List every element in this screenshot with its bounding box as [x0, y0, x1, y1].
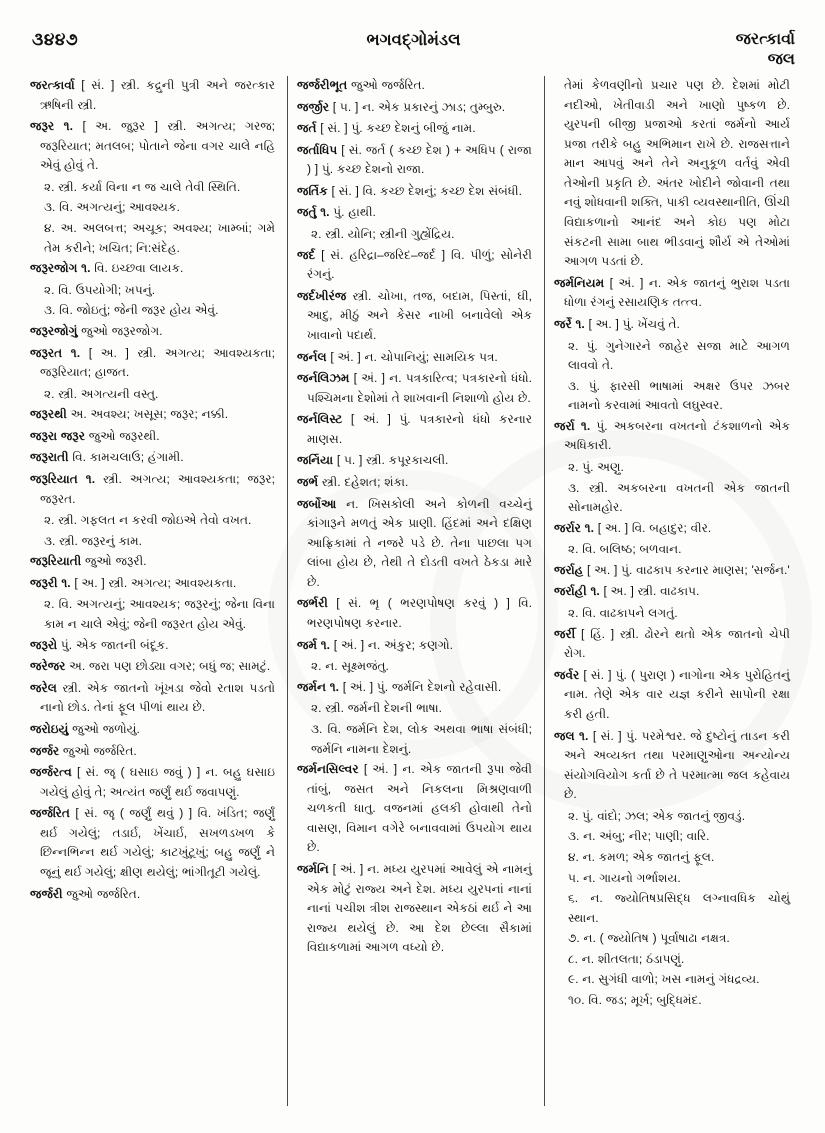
entry-definition: [ અં. ] ન. એક જાતની રૂપા જેવી તાંબું, જસત અને નિકલના મિશ્રણવાળી ચળકતી ધાતુ. વજનમાં હલકી હોવાથી તેનો વાસણ, વિમાન વગેરે બનાવવામાં ઉપયોગ થાય છે. [307, 762, 532, 855]
entry-definition: સ્ત્રી. ચોખા, તજ, બદામ, પિસ્તાં, ઘી, આદુ, મીઠું અને કેસર નાખી બનાવેલો એક ખાવાનો પદાર્થ. [307, 288, 532, 342]
entry-headword: જર્નિયા [297, 453, 334, 468]
dictionary-entry [30, 742, 275, 762]
entry-definition: ૩. ન. અંબુ; નીર; પાણી; વારિ. [568, 829, 710, 844]
entry-definition: [ અ. ] સ્ત્રી. અગત્ય; આવશ્યકતા. [70, 575, 237, 590]
dictionary-entry [297, 246, 532, 285]
entry-headword: જર્મનિયમ [554, 275, 605, 290]
entry-definition: જુઓ જર્જરિત. [59, 743, 137, 758]
entry-headword: જરૂરજોગ ૧. [30, 261, 91, 276]
entry-definition: [ અ. ] સ્ત્રી. અગત્ય; આવશ્યકતા; જરૂરિયાત; હાજત. [40, 345, 275, 380]
entry-definition: [ અ. જુરૂર ] સ્ત્રી. અગત્ય; ગરજ; જરૂરિયાત; મતલબ; પોતાને જેના વગર ચાલે નહિ એવું હોવું તે. [40, 119, 275, 173]
entry-headword: જરૂરા જરૂર [30, 428, 85, 443]
entry-headword: જરત્કાર્વા [30, 78, 75, 92]
dictionary-entry [297, 76, 532, 96]
entry-headword: જર્ભ [297, 474, 319, 489]
entry-definition: [ અં. ] પું. પત્રકારનો ધંધો કરનાર માણસ. [307, 412, 532, 446]
entry-headword: જરૂરથી [30, 407, 67, 422]
dictionary-sense [30, 301, 275, 321]
dictionary-entry [297, 860, 532, 958]
entry-definition: ૨. સ્ત્રી. જર્મની દેશની ભાષા. [311, 701, 442, 716]
running-head [736, 30, 795, 70]
dictionary-sense [30, 532, 275, 552]
dictionary-sense [554, 950, 790, 970]
dictionary-entry [554, 315, 790, 335]
dictionary-sense [554, 337, 790, 376]
entry-definition: [ સં. ] પું. પરમેશ્વર. જે દુષ્ટોનું તાડન કરી અને અવ્યક્ત તથા પરમાણુઓના અન્યોન્ય સંયોગવિયોગ કર્તા છે તે પરમાત્મા જલ કહેવાય છે. [564, 728, 790, 802]
entry-definition: વિ. કામચલાઉ; હંગામી. [68, 450, 184, 465]
entry-headword: જર્મનિ [297, 861, 329, 876]
entry-definition: ૨. પું. અણુ. [568, 459, 624, 474]
running-head-last-entry: જલ [767, 51, 795, 68]
entry-headword: જર્નલિસ્ટ [297, 412, 343, 427]
dictionary-entry [554, 582, 790, 602]
entry-definition: ૨. સ્ત્રી. અગત્યની વસ્તુ. [44, 386, 159, 401]
entry-headword: જર્જરી [30, 886, 63, 901]
dictionary-sense [30, 511, 275, 531]
entry-definition: જુઓ જર્જરિત. [347, 78, 425, 92]
entry-definition: ૨. વિ. વાઢકાપને લગતું. [568, 606, 678, 621]
entry-definition: [ ૫. ] ન. એક પ્રકારનું ઝાડ; તુમ્બુરુ. [329, 99, 506, 114]
entry-headword: જર્દખીરંજ [297, 288, 347, 303]
entry-definition: જુઓ જરૂરી. [81, 554, 147, 569]
entry-definition: [ સં. જૄ ( જર્ણું થવું ) ] વિ. ખંડિત; જર્ણું થર્ઇ ગયેલું; તડાર્ઇ, ખેંચાર્ઇ, સખળડખળ કે છિન્નભિન્ન થર્ઇ ગયેલું; કાટખુંટૂખું; બહુ જર્ણું ને જૂનું થર્ઇ ગયેલું; ક્ષીણ થયેલું; ભાંગીતૂટી ગયેલું. [40, 806, 275, 879]
dictionary-entry [297, 98, 532, 118]
entry-definition: વિ. ઇચ્છવા લાયક. [90, 261, 184, 276]
entry-definition: [ અં. ] ન. અંકુર; કણગો. [330, 637, 454, 652]
entry-headword: જરેલ [30, 680, 57, 695]
dictionary-sense [554, 479, 790, 518]
entry-headword: જર્બોઆ [297, 496, 337, 511]
entry-definition: ૨. વિ. ઉપયોગી; ખપનું. [44, 282, 156, 297]
entry-definition: અ. જરા પણ છોડ્યા વગર; બધું જ; સામટું. [65, 659, 271, 674]
entry-headword: જર્રી [554, 626, 576, 641]
entry-headword: જરૂર ૧. [30, 119, 73, 134]
dictionary-entry [297, 678, 532, 698]
dictionary-sense [554, 889, 790, 928]
dictionary-sense [554, 540, 790, 560]
dictionary-entry [554, 625, 790, 664]
dictionary-entry [297, 451, 532, 471]
entry-definition: જુઓ જરૂરજોગ. [77, 323, 163, 338]
dictionary-entry [30, 76, 275, 115]
entry-definition: [ અં. ] ન. ચોપાનિયું; સામયિક પત્ર. [326, 349, 498, 364]
dictionary-entry [297, 119, 532, 139]
dictionary-entry [297, 348, 532, 368]
entry-headword: જર્મનસિલ્વર [297, 762, 359, 777]
entry-definition: ૨. પું. વાંદો; ઝલ; એક જાતનું જીવડું. [568, 808, 746, 823]
dictionary-entry [554, 666, 790, 725]
column-2 [285, 76, 542, 1106]
dictionary-entry [297, 369, 532, 408]
dictionary-sense [297, 720, 532, 759]
entry-definition: ૩. વિ. જર્મનિ દેશ, લોક અથવા ભાષા સંબંધી; જર્મનિ નામના દેશનું. [311, 721, 532, 756]
entry-definition: ૩. વિ. અગત્યનું; આવશ્યક. [44, 200, 180, 215]
dictionary-sense [554, 377, 790, 416]
entry-definition: [ સં. ] સ્ત્રી. કદ્રુની પુત્રી અને જરત્કાર ઋષિની સ્ત્રી. [40, 78, 275, 112]
dictionary-entry [30, 344, 275, 383]
entry-headword: જર્રા ૧. [554, 418, 591, 433]
dictionary-entry [30, 427, 275, 447]
entry-definition: ૨. સ્ત્રી. યોનિ; સ્ત્રીની ગુહ્યેંદ્રિય. [311, 227, 455, 242]
dictionary-sense [554, 970, 790, 990]
entry-headword: જર્દ [297, 247, 316, 262]
dictionary-sense [30, 198, 275, 218]
entry-definition: [ સં. જૄ ( ઘસાઇ જવું ) ] ન. બહુ ઘસાઇ ગયેલું હોવું તે; અત્યંત જર્ણું થર્ઇ જવાપણું. [40, 765, 275, 799]
dictionary-sense [30, 178, 275, 198]
entry-definition: તેમાં કેળવણીનો પ્રચાર પણ છે. દેશમાં મોટી નદીઓ, ખેતીવાડી અને ખાણો પુષ્કળ છે. યુરપની બીજી પ્રજાઓ કરતાં જર્મનો આર્ય પ્રજા તરીકે બહુ અભિમાન રાખે છે. રાજસત્તાને માન આપવું અને તેને અનુકૂળ વર્તવું એવી તેઓની પ્રકૃતિ છે. અંતર ખોદીને જોવાની તથા નવું શોધવાની શક્તિ, પાકી વ્યવસ્થાનીતિ, ઊંચી વિદ્યાકળાનો આનંદ અને કોઇ પણ મોટા સંકટની સામા બાથ ભીડવાનું શૌર્ય એ તેઓમાં આગળ પડતાં છે. [564, 78, 790, 269]
entry-definition: [ અં. ] ન. મધ્ય યુરપમાં આવેલું એ નામનું એક મોટું રાજ્ય અને દેશ. મધ્ય યુરપનાં નાનાં નાનાં પચીશ ત્રીશ રાજસ્થાન એકઠાં થર્ઇ ને આ રાજ્ય થયેલું છે. આ દેશ છેલ્લા સૈકામાં વિદ્યાકળામાં આગળ વધ્યો છે. [307, 861, 532, 955]
entry-definition: [ સં. હરિદ્રા–જરિદ–જર્દ ] વિ. પીળું; સોનેરી રંગનું. [307, 247, 532, 282]
dictionary-entry [554, 274, 790, 313]
entry-definition: ૨. ન. સૂક્ષ્મજંતુ. [311, 659, 389, 674]
dictionary-sense [30, 595, 275, 634]
dictionary-entry [30, 322, 275, 342]
entry-definition: ૭. ન. ( જ્યોતિષ ) પૂર્વાષાઢા નક્ષત્ર. [568, 931, 730, 946]
entry-definition: ૨. વિ. બલિષ્ઠ; બળવાન. [568, 542, 682, 557]
entry-definition: [ હિં. ] સ્ત્રી. ઢોરને થતો એક જાતનો ચેપી રોગ. [564, 626, 790, 661]
entry-definition: ૨. સ્ત્રી. કર્યા વિના ન જ ચાલે તેવી સ્થિતિ. [44, 179, 241, 194]
entry-headword: જર્જીર [297, 99, 330, 114]
dictionary-entry [297, 594, 532, 633]
entry-definition: [ અ. ] પું. વાઢકાપ કરનાર માણસ; 'સર્જન.' [583, 562, 790, 577]
entry-definition: [ સં. ] વિ. કચ્છ દેશનું; કચ્છ દેશ સંબંધી. [327, 183, 522, 198]
dictionary-entry [297, 636, 532, 656]
entry-definition: ૩. સ્ત્રી. જરૂરનું કામ. [44, 533, 142, 548]
dictionary-sense [554, 458, 790, 478]
dictionary-entry [297, 495, 532, 593]
entry-definition: ૨. સ્ત્રી. ગફલત ન કરવી જોઇએ તેવો વખત. [44, 513, 252, 528]
entry-headword: જર્નલ [297, 349, 327, 364]
entry-headword: જર્મ ૧. [297, 637, 331, 652]
dictionary-entry [30, 885, 275, 905]
entry-definition: [ સં. ] પું. ( પુરાણ ) નાગોના એક પુરોહિતનું નામ. તેણે એક વાર યજ્ઞ કરીને સાપોની રક્ષા કરી હતી. [564, 667, 790, 721]
entry-definition: [ અ. ] સ્ત્રી. વાઢકાપ. [599, 584, 700, 599]
entry-headword: જરૂરાતી [30, 450, 69, 465]
dictionary-sense [554, 807, 790, 827]
entry-headword: જરેજર [30, 659, 66, 674]
entry-definition: ૩. સ્ત્રી. અકબરના વખતની એક જાતની સોનામહોર. [568, 480, 790, 515]
column-divider-2 [544, 76, 545, 1106]
entry-headword: જરૂરી ૧. [30, 575, 71, 590]
dictionary-sense [30, 281, 275, 301]
dictionary-sense [554, 604, 790, 624]
dictionary-entry [554, 727, 790, 805]
dictionary-entry [30, 720, 275, 740]
entry-definition: [ સં. જર્ત ( કચ્છ દેશ ) + અધિપ ( રાજા ) ] પું. કચ્છ દેશનો રાજા. [307, 142, 532, 177]
entry-definition: ૨. પું. ગુનેગારને જાહેર સજા માટે આગળ લાવવો તે. [568, 338, 790, 373]
book-title: ભગવદ્ગોમંડલ [366, 31, 461, 49]
entry-definition: પું. અકબરના વખતનો ટંકશાળનો એક અધિકારી. [564, 418, 790, 453]
dictionary-entry [30, 763, 275, 802]
entry-headword: જરૂરજોગું [30, 323, 78, 338]
running-head-first-entry: જરત્કાર્વા [735, 31, 795, 48]
column-3 [542, 76, 800, 1106]
entry-headword: જલ ૧. [554, 728, 589, 743]
entry-headword: જરોઇયું [30, 721, 69, 736]
entry-definition: ન. ખિસકોલી અને કોળની વચ્ચેનું કાંગારૂને મળતું એક પ્રાણી. હિંદમાં અને દક્ષિણ આફ્રિકામાં તે નજરે પડે છે. તેના પાછલા પગ લાંબા હોય છે, તેથી તે દોડતી વખતે ઠેકડા મારે છે. [307, 496, 532, 589]
entry-definition: ૩. વિ. જોઇતું; જેની જરૂર હોય એવું. [44, 303, 219, 318]
entry-definition: [ અ. ] વિ. બહાદુર; વીર. [593, 520, 712, 535]
column-container [28, 76, 800, 1106]
entry-definition: [ અં. ] પું. જર્મનિ દેશનો રહેવાસી. [339, 679, 502, 694]
entry-headword: જર્મન ૧. [297, 679, 340, 694]
dictionary-sense [554, 827, 790, 847]
column-1 [28, 76, 285, 1106]
entry-headword: જર્રાર ૧. [554, 520, 594, 535]
dictionary-entry [30, 259, 275, 279]
entry-definition: પું. હાથી. [329, 205, 376, 220]
entry-definition: ૨. વિ. અગત્યનું; આવશ્યક; જરૂરનું; જેના વિના કામ ન ચાલે એવું; જેની જરૂરત હોય એવું. [44, 597, 275, 632]
page-header [32, 30, 795, 76]
entry-definition: જુઓ જળોયું. [68, 721, 140, 736]
dictionary-sense [554, 929, 790, 949]
dictionary-entry [30, 405, 275, 425]
dictionary-entry [297, 141, 532, 180]
entry-headword: જરૂરત ૧. [30, 345, 81, 360]
dictionary-entry [30, 636, 275, 656]
entry-definition: ૯. ન. સુગંધી વાળો; ખસ નામનું ગંધદ્રવ્ય. [568, 972, 760, 987]
entry-headword: જરૂરો [30, 637, 58, 652]
dictionary-entry [554, 561, 790, 581]
dictionary-entry [554, 519, 790, 539]
dictionary-entry [297, 287, 532, 346]
entry-headword: જર્તિક [297, 183, 328, 198]
dictionary-sense [554, 869, 790, 889]
entry-definition: [ ૫. ] સ્ત્રી. કપૂરકાચલી. [333, 453, 449, 468]
entry-definition: ૪. ન. કમળ; એક જાતનું ફૂલ. [568, 849, 715, 864]
dictionary-entry [297, 182, 532, 202]
entry-headword: જર્ત [297, 121, 317, 136]
dictionary-entry [30, 470, 275, 509]
entry-definition: જુઓ જરૂરથી. [84, 428, 160, 443]
entry-headword: જરૂરિયાત ૧. [30, 471, 96, 486]
entry-headword: જર્રાહ [554, 562, 584, 577]
entry-definition: સ્ત્રી. દહેશત; શંકા. [318, 474, 409, 489]
dictionary-entry [297, 410, 532, 449]
dictionary-entry [30, 574, 275, 594]
dictionary-entry [30, 679, 275, 718]
page-number: ૩૪૪૭ [32, 30, 79, 49]
dictionary-entry [30, 117, 275, 176]
entry-definition: ૩. પું. ફારસી ભાષામાં અક્ષર ઉપર ઝબર નામનો કરવામાં આવતો લઘુસ્વર. [568, 378, 790, 413]
dictionary-sense [297, 657, 532, 677]
entry-definition: [ અં. ] ન. એક જાતનું ભુરાશ પડતા ધોળા રંગનું રસાયણિક તત્ત્વ. [564, 275, 790, 310]
dictionary-entry [297, 203, 532, 223]
entry-definition: [ અં. ] ન. પત્રકારિત્વ; પત્રકારનો ધંધો. પશ્ચિમના દેશોમાં તે શાખવાની નિશાળો હોય છે. [307, 371, 532, 405]
entry-definition: સ્ત્રી. એક જાતનો ખૂંખડા જેવો રતાશ પડતો નાનો છોડ. તેનાં ફૂલ પીળાં થાય છે. [40, 680, 275, 715]
entry-definition: ૬. ન. જ્યોતિષપ્રસિદ્ધ લગ્નાવધિક ચોથું સ્થાન. [568, 891, 790, 925]
entry-headword: જર્તાધિપ [297, 142, 338, 157]
dictionary-entry [297, 760, 532, 858]
entry-headword: જર્ભરી [297, 596, 328, 611]
dictionary-sense [30, 385, 275, 405]
dictionary-entry [30, 552, 275, 572]
column-divider-1 [287, 76, 288, 1106]
entry-definition: અ. અવશ્ય; ખસૂસ; જરૂર; નક્કી. [66, 407, 229, 422]
entry-headword: જર્રે ૧. [554, 316, 585, 331]
dictionary-sense [554, 991, 790, 1011]
entry-definition: ૫. ન. ગાયનો ગર્ભાશય. [568, 870, 681, 885]
entry-headword: જર્નલિઝમ [297, 371, 350, 386]
dictionary-entry [30, 657, 275, 677]
entry-headword: જર્જરીભૂત [297, 78, 348, 92]
dictionary-sense [554, 76, 790, 272]
entry-definition: પું. એક જાતની બંદૂક. [57, 637, 169, 652]
entry-headword: જર્જરત્વ [30, 765, 72, 780]
entry-definition: [ સં. ભૃ ( ભરણપોષણ કરવું ) ] વિ. ભરણપોષણ કરનાર. [307, 596, 532, 631]
entry-headword: જર્તુ ૧. [297, 205, 330, 220]
dictionary-entry [30, 448, 275, 468]
entry-headword: જર્જર [30, 743, 60, 758]
dictionary-sense [30, 219, 275, 258]
entry-headword: જર્વર [554, 667, 580, 682]
dictionary-entry [554, 417, 790, 456]
dictionary-sense [297, 699, 532, 719]
dictionary-entry [297, 473, 532, 493]
dictionary-sense [554, 848, 790, 868]
entry-headword: જર્જરિત [30, 806, 70, 821]
entry-definition: ૮. ન. શીતલતા; ઠંડાપણું. [568, 951, 685, 966]
entry-definition: ૧૦. વિ. જડ; મૂર્ખ; બુદ્ધિમંદ. [568, 993, 702, 1008]
dictionary-sense [297, 225, 532, 245]
entry-definition: જુઓ જર્જરિત. [62, 886, 141, 901]
entry-definition: ૪. અ. અલબત્ત; અચૂક; અવશ્ય; ખામ્બાં; ગમે તેમ કરીને; ખચિત; નિ:સંદેહ. [44, 221, 275, 255]
dictionary-entry [30, 804, 275, 882]
entry-definition: [ સં. ] પું. કચ્છ દેશનું બીજું નામ. [316, 121, 476, 136]
entry-definition: સ્ત્રી. અગત્ય; આવશ્યકતા; જરૂર; જરૂરત. [40, 471, 276, 506]
entry-definition: [ અ. ] પું. ખેંચવું તે. [584, 316, 680, 331]
entry-headword: જર્રાહી ૧. [554, 584, 600, 599]
entry-headword: જરૂરિયાતી [30, 554, 82, 569]
